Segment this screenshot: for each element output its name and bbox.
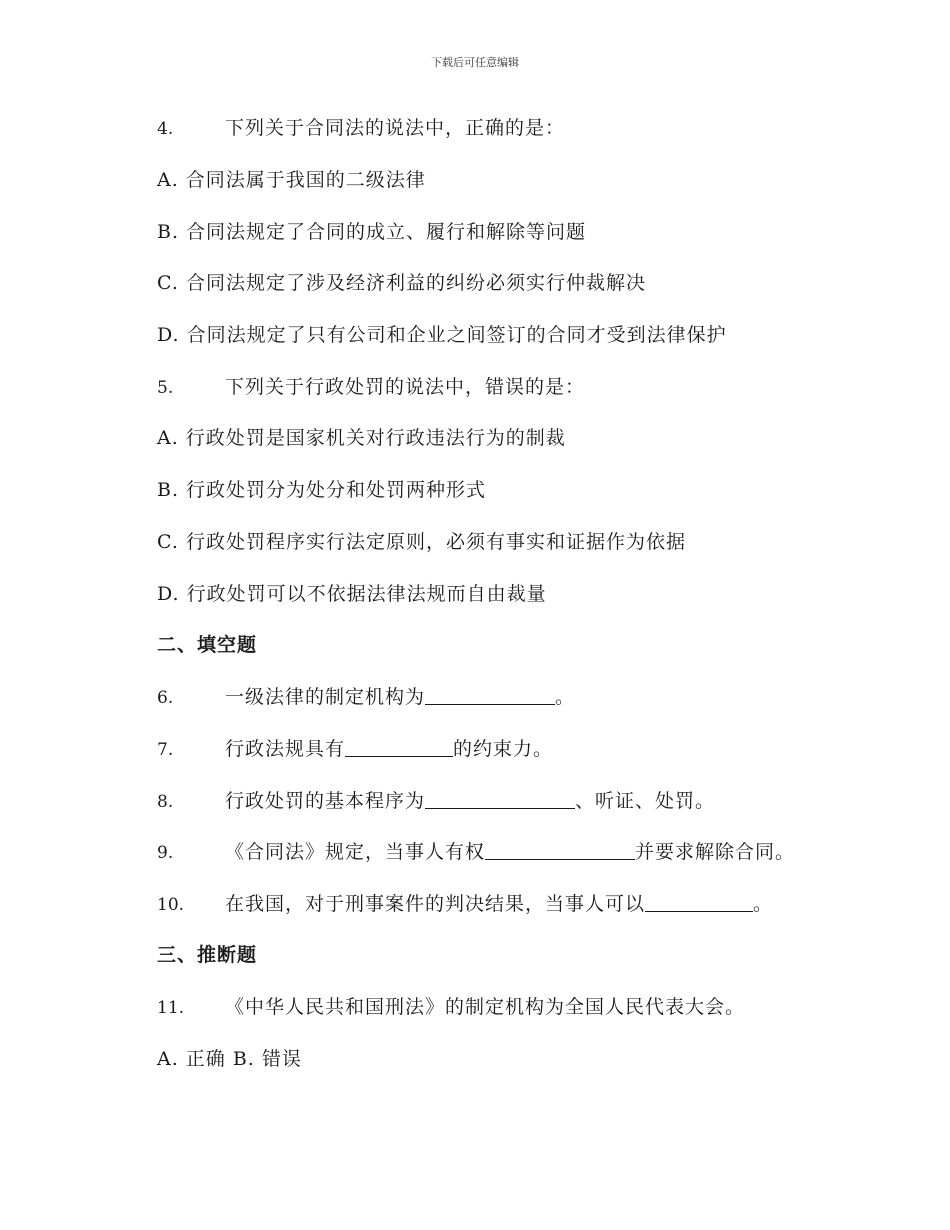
question-11: [157, 995, 745, 1020]
question-text: 一级法律的制定机构为: [225, 686, 426, 708]
answer-blank[interactable]: [345, 738, 453, 757]
answer-blank[interactable]: [425, 686, 555, 705]
question-8: [157, 789, 715, 814]
q4-option-a: A. 合同法属于我国的二级法律: [157, 169, 426, 191]
q4-option-c: C. 合同法规定了涉及经济利益的纠纷必须实行仲裁解决: [157, 272, 646, 294]
question-text: 在我国，对于刑事案件的判决结果，当事人可以: [225, 893, 646, 915]
q4-option-b: B. 合同法规定了合同的成立、履行和解除等问题: [157, 221, 587, 243]
question-text: 《合同法》规定，当事人有权: [225, 841, 486, 863]
question-text: 下列关于合同法的说法中，正确的是：: [225, 117, 566, 139]
question-text: 下列关于行政处罚的说法中，错误的是：: [225, 376, 586, 398]
question-5: [157, 375, 585, 400]
question-7: [157, 737, 553, 762]
answer-blank[interactable]: [485, 841, 635, 860]
question-4: [157, 116, 565, 141]
question-number: 10.: [157, 895, 185, 915]
question-text-end: 并要求解除合同。: [635, 841, 796, 863]
question-number: 9.: [157, 843, 174, 863]
question-number: 8.: [157, 792, 174, 812]
question-text-end: 。: [555, 686, 576, 708]
question-6: [157, 685, 575, 710]
q5-option-c: C. 行政处罚程序实行法定原则，必须有事实和证据作为依据: [157, 531, 686, 553]
question-text: 行政处罚的基本程序为: [225, 790, 426, 812]
question-number: 7.: [157, 740, 174, 760]
question-number: 5.: [157, 378, 174, 398]
question-text-end: 。: [753, 893, 774, 915]
answer-blank[interactable]: [425, 790, 575, 809]
question-10: [157, 892, 773, 917]
question-9: [157, 840, 795, 865]
q5-option-d: D. 行政处罚可以不依据法律法规而自由裁量: [157, 583, 547, 605]
q11-options: A. 正确 B. 错误: [157, 1048, 302, 1070]
question-text: 行政法规具有: [225, 738, 346, 760]
question-text-end: 、听证、处罚。: [575, 790, 716, 812]
answer-blank[interactable]: [645, 893, 753, 912]
q5-option-b: B. 行政处罚分为处分和处罚两种形式: [157, 479, 487, 501]
question-number: 4.: [157, 119, 174, 139]
question-number: 6.: [157, 688, 174, 708]
section-heading-judgement: 三、推断题: [157, 944, 258, 966]
section-heading-fill-in: 二、填空题: [157, 634, 258, 656]
question-number: 11.: [157, 998, 185, 1018]
q4-option-d: D. 合同法规定了只有公司和企业之间签订的合同才受到法律保护: [157, 324, 727, 346]
question-text-end: 的约束力。: [453, 738, 554, 760]
page-header: 下载后可任意编辑: [431, 56, 519, 69]
q5-option-a: A. 行政处罚是国家机关对行政违法行为的制裁: [157, 427, 566, 449]
question-text: 《中华人民共和国刑法》的制定机构为全国人民代表大会。: [225, 996, 746, 1018]
